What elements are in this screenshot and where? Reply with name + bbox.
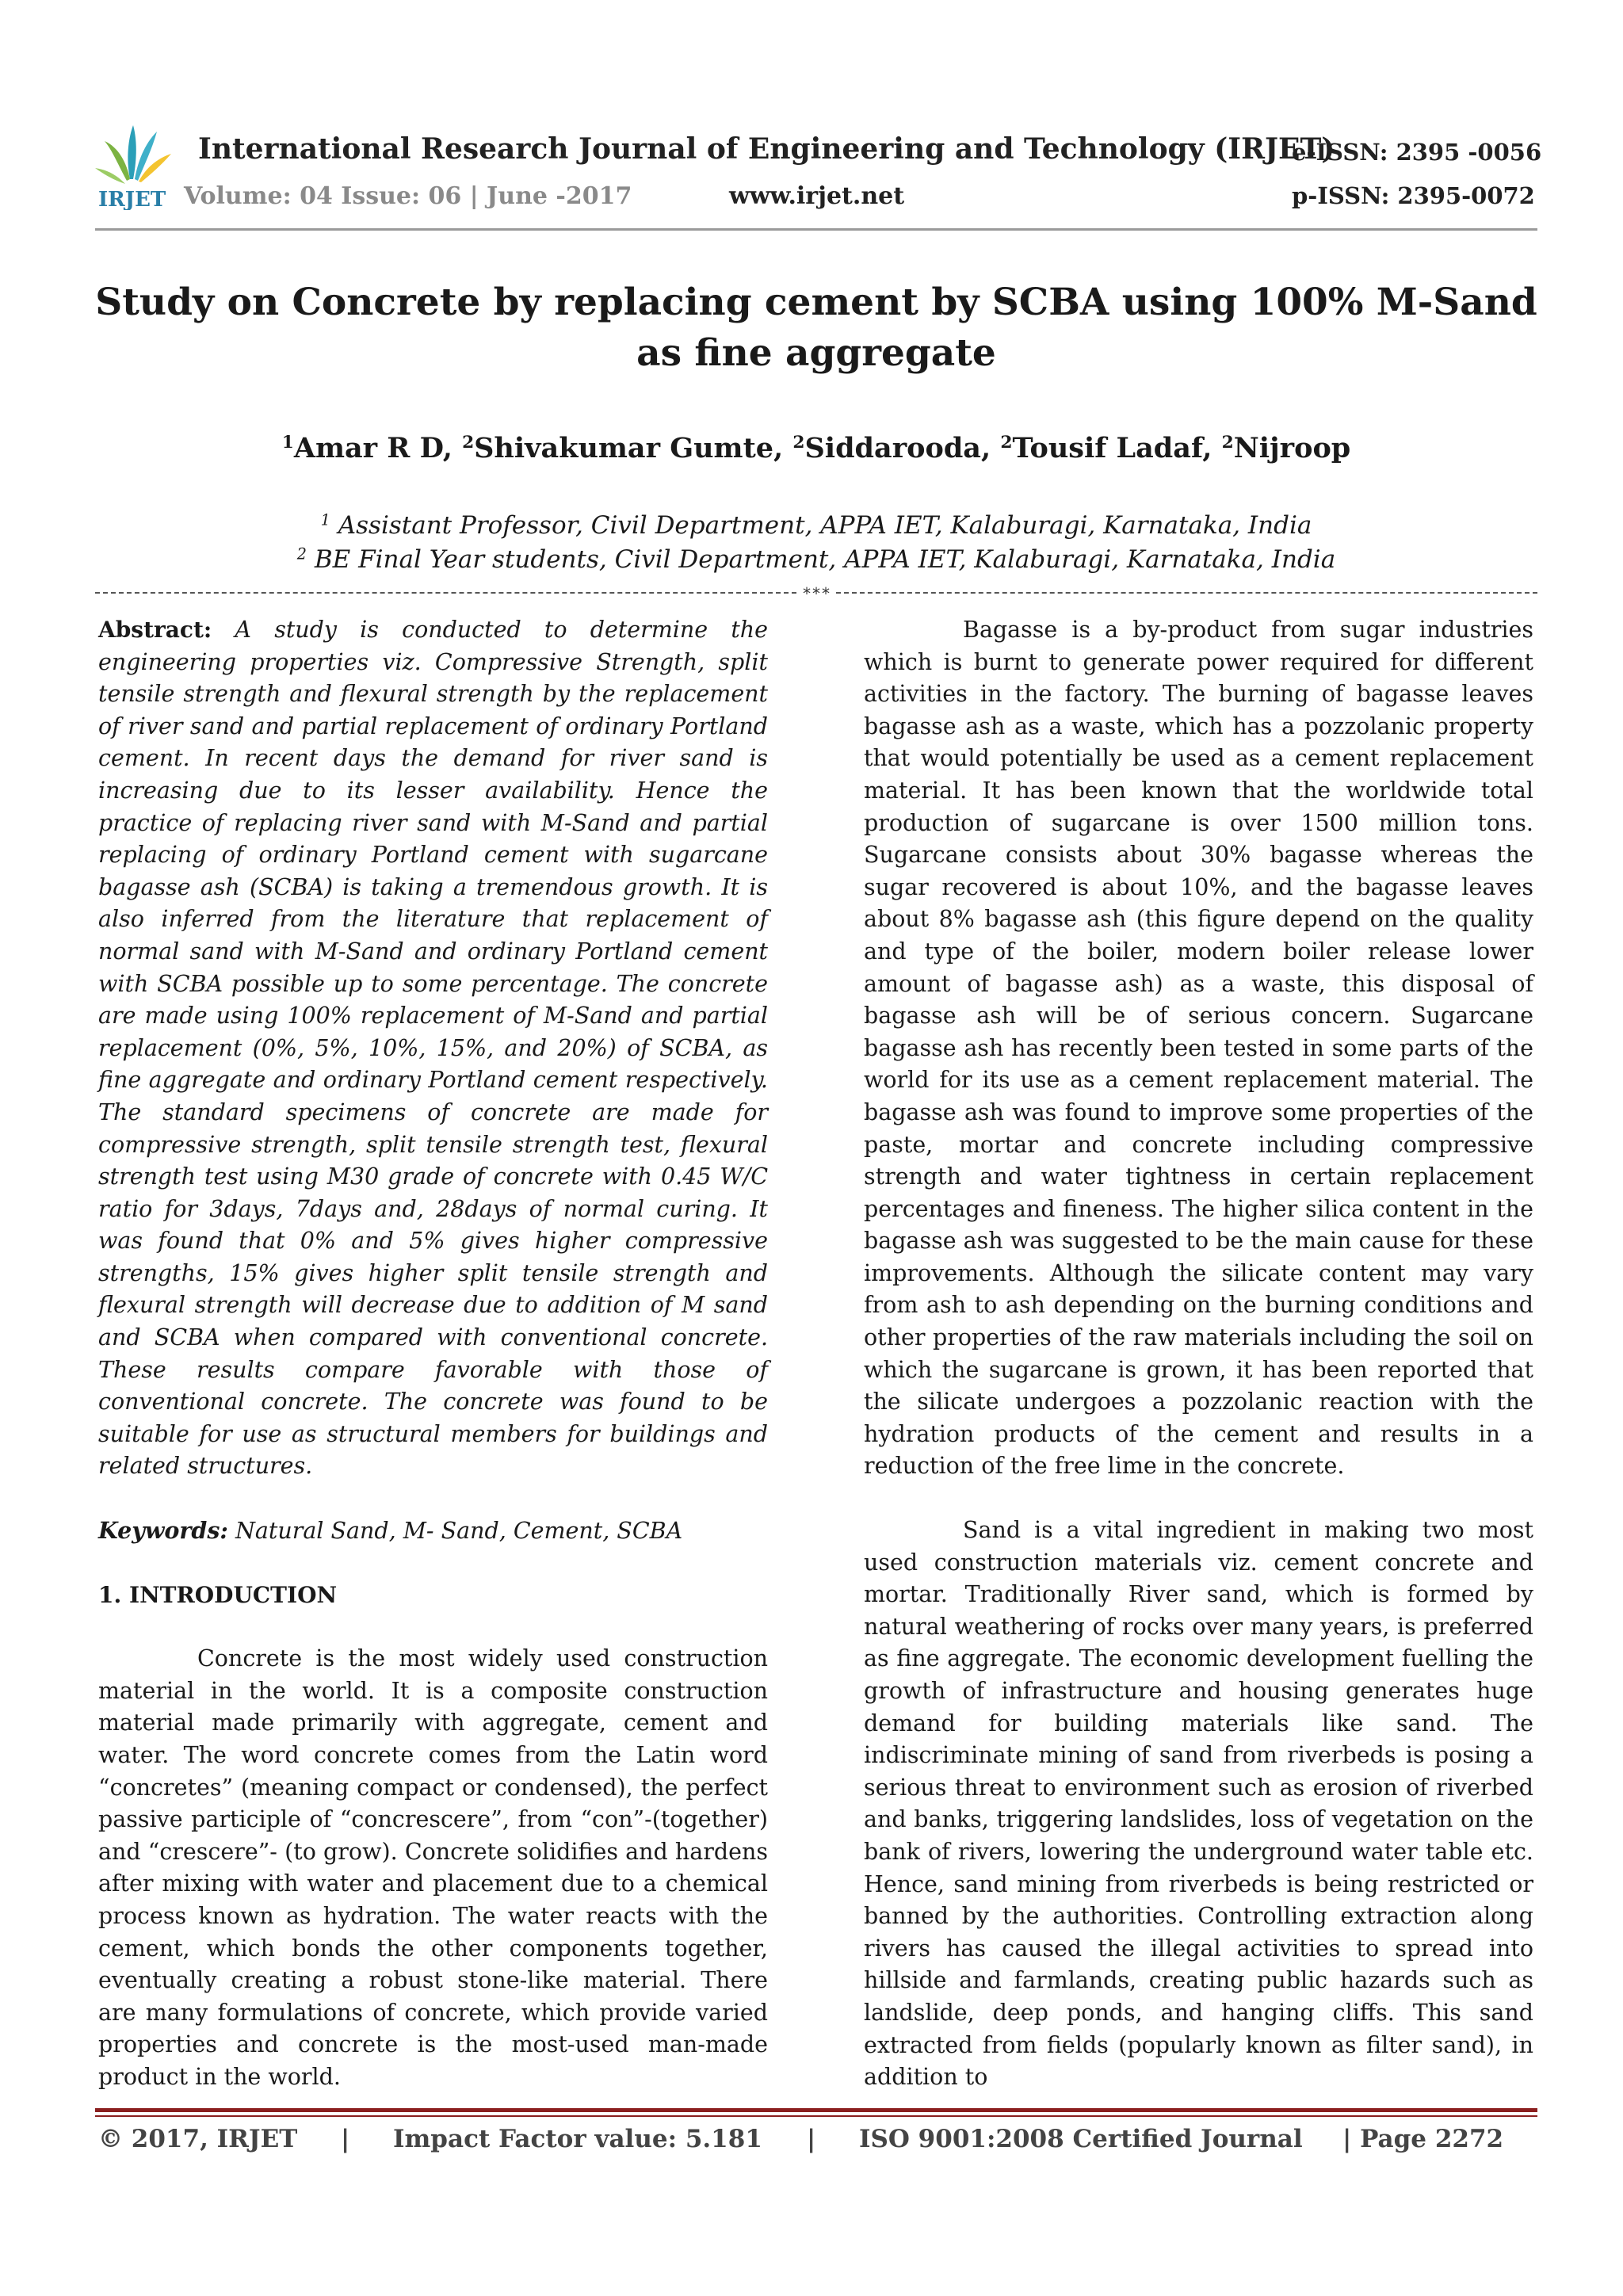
e-issn: e-ISSN: 2395 -0056	[1292, 139, 1542, 166]
affiliation-1: $^1$ Assistant Professor, Civil Department, APPA IET, Kalaburagi, Karnataka, India	[320, 510, 1312, 540]
header-divider	[95, 228, 1537, 231]
abstract	[98, 614, 768, 1483]
iso-certification: ISO 9001:2008 Certified Journal	[859, 2125, 1303, 2153]
keywords-text: Natural Sand, M- Sand, Cement, SCBA	[235, 1518, 683, 1545]
abstract-label: Abstract:	[98, 617, 212, 643]
section-heading-introduction: 1. INTRODUCTION	[98, 1581, 338, 1608]
author-name: Tousif Ladaf	[1012, 432, 1203, 464]
footer-divider-thin	[95, 2115, 1537, 2117]
intro-paragraph: Concrete is the most widely used construction material in the world. It is a composite construction material made primarily with aggregate, cement and water. The word concrete comes from the Latin word “concretes” (meaning compact or condensed), the perfect passive participle of “concrescere”, from “con”-(together) and “crescere”- (to grow). Concrete solidifies and hardens after mixing with water and placement due to a chemical process known as hydration. The water reacts with the cement, which bonds the other components together, eventually creating a robust stone-like material. There are many formulations of concrete, which provide varied properties and concrete is the most-used man-made product in the world.	[98, 1645, 768, 2090]
author-name: Nijroop	[1233, 432, 1351, 464]
journal-website-link[interactable]: www.irjet.net	[729, 182, 905, 210]
bagasse-paragraph: Bagasse is a by-product from sugar industries which is burnt to generate power required for different activities in the factory. The burning of bagasse leaves bagasse ash as a waste, which has a pozzolanic property that would potentially be used as a cement replacement material. It has been known that the worldwide total production of sugarcane is over 1500 million tons. Sugarcane consists about 30% bagasse whereas the sugar recovered is about 10%, and the bagasse leaves about 8% bagasse ash (this figure depend on the quality and type of the boiler, modern boiler release lower amount of bagasse ash) as a waste, this disposal of bagasse ash will be of serious concern. Sugarcane bagasse ash has recently been tested in some parts of the world for its use as a cement replacement material. The bagasse ash was found to improve some properties of the paste, mortar and concrete including compressive strength and water tightness in certain replacement percentages and fineness. The higher silica content in the bagasse ash was suggested to be the main cause for these improvements. Although the silicate content may vary from ash to ash depending on the burning conditions and other properties of the raw materials including the soil on which the sugarcane is grown, it has been reported that the silicate undergoes a pozzolanic reaction with the hydration products of the cement and results in a reduction of the free lime in the concrete.	[864, 617, 1533, 1480]
author-list: $^1$Amar R D, $^2$Shivakumar Gumte, $^2$Siddarooda, $^2$Tousif Ladaf, $^2$Nijroop	[281, 432, 1351, 464]
section-separator: ***	[95, 584, 1537, 600]
volume-issue: Volume: 04 Issue: 06 | June -2017	[184, 182, 632, 210]
copyright: © 2017, IRJET	[98, 2125, 298, 2153]
author-name: Shivakumar Gumte	[474, 432, 774, 464]
author-name: Siddarooda	[804, 432, 981, 464]
right-column	[864, 614, 1533, 2094]
author-name: Amar R D	[293, 432, 443, 464]
affiliation-2: $^2$ BE Final Year students, Civil Department, APPA IET, Kalaburagi, Karnataka, India	[296, 544, 1336, 574]
footer-divider	[95, 2108, 1537, 2112]
sand-paragraph: Sand is a vital ingredient in making two most used construction materials viz. cement concrete and mortar. Traditionally River sand, which is formed by natural weathering of rocks over many years, is preferred as fine aggregate. The economic development fuelling the growth of infrastructure and housing generates huge demand for building materials like sand. The indiscriminate mining of sand from riverbeds is posing a serious threat to environment such as erosion of riverbed and banks, triggering landslides, loss of vegetation on the bank of rivers, lowering the underground water table etc. Hence, sand mining from riverbeds is being restricted or banned by the authorities. Controlling extraction along rivers has caused the illegal activities to spread into hillside and farmlands, creating public hazards such as landslide, deep ponds, and hanging cliffs. This sand extracted from fields (popularly known as filter sand), in addition to	[864, 1517, 1533, 2091]
journal-header	[95, 119, 1542, 230]
impact-factor: Impact Factor value: 5.181	[393, 2125, 762, 2153]
paper-title: Study on Concrete by replacing cement by SCBA using 100% M-Sand as fine aggregate	[95, 281, 1537, 375]
footer-separator: |	[807, 2125, 816, 2153]
footer-separator: |	[341, 2125, 350, 2153]
keywords-label: Keywords:	[98, 1517, 228, 1545]
p-issn: p-ISSN: 2395-0072	[1292, 182, 1535, 209]
abstract-text: A study is conducted to determine the engineering properties viz. Compressive Strength, split tensile strength and flexural strength by the replacement of river sand and partial replacement of ordinary Portland cement. In recent days the demand for river sand is increasing due to its lesser availability. Hence the practice of replacing river sand with M-Sand and partial replacing of ordinary Portland cement with sugarcane bagasse ash (SCBA) is taking a tremendous growth. It is also inferred from the literature that replacement of normal sand with M-Sand and ordinary Portland cement with SCBA possible up to some percentage. The concrete are made using 100% replacement of M-Sand and partial replacement (0%, 5%, 10%, 15%, and 20%) of SCBA, as fine aggregate and ordinary Portland cement respectively. The standard specimens of concrete are made for compressive strength, split tensile strength test, flexural strength test using M30 grade of concrete with 0.45 W/C ratio for 3days, 7days and, 28days of normal curing. It was found that 0% and 5% gives higher compressive strengths, 15% gives higher split tensile strength and flexural strength will decrease due to addition of M sand and SCBA when compared with conventional concrete. These results compare favorable with those of conventional concrete. The concrete was found to be suitable for use as structural members for buildings and related structures.	[98, 617, 768, 1480]
irjet-logo	[95, 119, 182, 210]
logo-text: IRJET	[98, 188, 166, 210]
page-footer	[98, 2125, 1537, 2164]
keywords	[98, 1515, 768, 1548]
page-number: | Page 2272	[1342, 2125, 1504, 2153]
left-column	[98, 614, 768, 2094]
journal-title: International Research Journal of Engineering and Technology (IRJET)	[198, 132, 1335, 166]
